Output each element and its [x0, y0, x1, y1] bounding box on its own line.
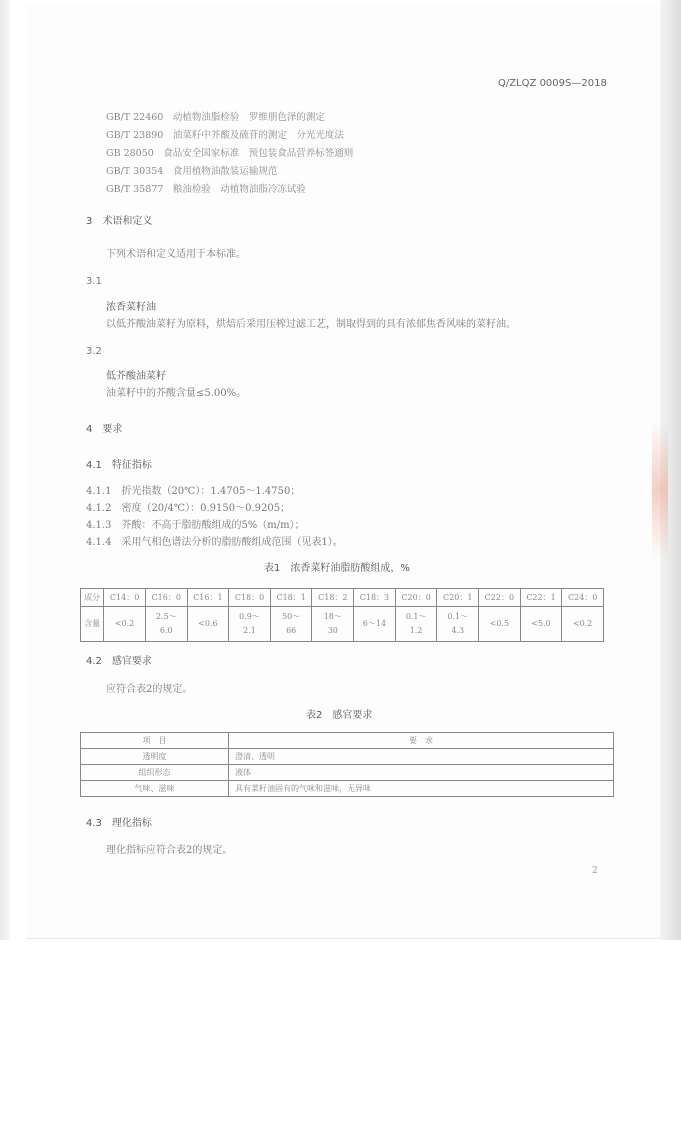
- document-code: Q/ZLQZ 0009S—2018: [498, 78, 607, 89]
- table-cell-line: 6～14: [362, 619, 387, 628]
- table-row-label: 含量: [81, 607, 104, 642]
- table-cell: 液体: [229, 765, 614, 781]
- table-cell-line: 1.2: [409, 626, 423, 635]
- list-item: 4.1.4 采用气相色谱法分析的脂肪酸组成范围（见表1）。: [86, 537, 343, 548]
- table-cell: [104, 607, 146, 642]
- reference-item: GB/T 30354 食用植物油散装运输规范: [106, 166, 278, 177]
- table-cell-line: 66: [286, 626, 297, 635]
- table-cell-line: <0.6: [198, 619, 218, 628]
- clause-number: 3.2: [86, 346, 102, 357]
- table-cell-line: 4.3: [451, 626, 465, 635]
- scan-left-edge: [0, 0, 10, 940]
- table-row: [81, 607, 604, 642]
- section-heading: 4 要求: [86, 424, 123, 435]
- table-cell-line: 0.9～: [239, 612, 260, 621]
- table-header-row: [81, 589, 604, 607]
- table-header-cell: C20：1: [437, 589, 479, 607]
- table-row: [81, 765, 614, 781]
- table-cell: 澄清、透明: [229, 749, 614, 765]
- fatty-acid-table: [80, 588, 604, 642]
- table-cell-line: <0.2: [572, 619, 593, 628]
- table-cell-line: 2.5～: [155, 612, 177, 621]
- table-header-cell: C22：0: [479, 589, 521, 607]
- subsection-heading: 4.2 感官要求: [86, 656, 152, 667]
- reference-item: GB/T 35877 粮油检验 动植物油脂冷冻试验: [106, 184, 306, 195]
- table-cell: [395, 607, 437, 642]
- table-cell: [312, 607, 354, 642]
- table-cell-line: <0.2: [114, 619, 135, 628]
- section-heading: 3 术语和定义: [86, 216, 153, 227]
- table-header-cell: C22：1: [520, 589, 562, 607]
- paragraph: 应符合表2的规定。: [106, 684, 193, 695]
- table-header-cell: C16：1: [187, 589, 229, 607]
- table-cell: [187, 607, 229, 642]
- definition: 以低芥酸油菜籽为原料，烘焙后采用压榨过滤工艺，制取得到的具有浓郁焦香风味的菜籽油。: [106, 319, 516, 330]
- table-cell: [562, 607, 604, 642]
- table-header-cell: C18：1: [270, 589, 312, 607]
- reference-item: GB/T 23890 油菜籽中芥酸及硫苷的测定 分光光度法: [106, 130, 344, 141]
- table-cell-line: <0.5: [489, 619, 510, 628]
- table-header-cell: C24：0: [562, 589, 604, 607]
- term: 浓香菜籽油: [106, 302, 156, 313]
- table-caption: 表1 浓香菜籽油脂肪酸组成，%: [264, 563, 410, 574]
- table-cell: 具有菜籽油固有的气味和滋味，无异味: [229, 781, 614, 797]
- table-caption: 表2 感官要求: [306, 710, 373, 721]
- table-cell: [520, 607, 562, 642]
- list-item: 4.1.3 芥酸：不高于脂肪酸组成的5%（m/m）；: [86, 520, 305, 531]
- table-header-cell: C18：3: [354, 589, 396, 607]
- table-cell: [270, 607, 312, 642]
- paragraph: 下列术语和定义适用于本标准。: [106, 249, 246, 260]
- table-cell-line: <5.0: [531, 619, 551, 628]
- list-item: 4.1.2 密度（20/4℃）：0.9150～0.9205；: [86, 503, 291, 514]
- table-header-cell: C20：0: [395, 589, 437, 607]
- definition: 油菜籽中的芥酸含量≤5.00%。: [106, 388, 247, 399]
- clause-number: 3.1: [86, 276, 102, 287]
- table-header-cell: 成分: [81, 589, 104, 607]
- subsection-heading: 4.1 特征指标: [86, 460, 152, 471]
- table-cell-line: 6.0: [159, 626, 173, 635]
- table-cell-line: 30: [327, 626, 338, 635]
- table-cell: [479, 607, 521, 642]
- table-cell-line: 2.1: [243, 626, 256, 635]
- table-header-row: [81, 733, 614, 749]
- table-header-cell: 项 目: [81, 733, 229, 749]
- page-number: 2: [592, 866, 598, 876]
- table-header-cell: C18：0: [229, 589, 271, 607]
- table-row: [81, 749, 614, 765]
- table-cell-line: 0.1～: [405, 612, 427, 621]
- table-cell: 透明度: [81, 749, 229, 765]
- table-cell: 气味、滋味: [81, 781, 229, 797]
- table-cell: [145, 607, 187, 642]
- sensory-requirements-table: [80, 732, 614, 797]
- table-header-cell: C14：0: [104, 589, 146, 607]
- table-cell: [437, 607, 479, 642]
- red-stamp-smudge: [652, 420, 668, 560]
- table-header-cell: 要 求: [229, 733, 614, 749]
- paragraph: 理化指标应符合表2的规定。: [106, 845, 233, 856]
- table-cell-line: 0.1～: [447, 612, 469, 621]
- table-row: [81, 781, 614, 797]
- reference-item: GB 28050 食品安全国家标准 预包装食品营养标签通则: [106, 148, 354, 159]
- table-header-cell: C18：2: [312, 589, 354, 607]
- subsection-heading: 4.3 理化指标: [86, 818, 152, 829]
- reference-item: GB/T 22460 动植物油脂检验 罗维朋色泽的测定: [106, 112, 325, 123]
- table-cell: [229, 607, 271, 642]
- table-header-cell: C16：0: [145, 589, 187, 607]
- table-cell-line: 18～: [323, 612, 342, 621]
- table-cell: [354, 607, 396, 642]
- table-cell: 组织形态: [81, 765, 229, 781]
- term: 低芥酸油菜籽: [106, 371, 166, 382]
- table-cell-line: 50～: [282, 612, 301, 621]
- list-item: 4.1.1 折光指数（20℃）：1.4705～1.4750；: [86, 486, 301, 497]
